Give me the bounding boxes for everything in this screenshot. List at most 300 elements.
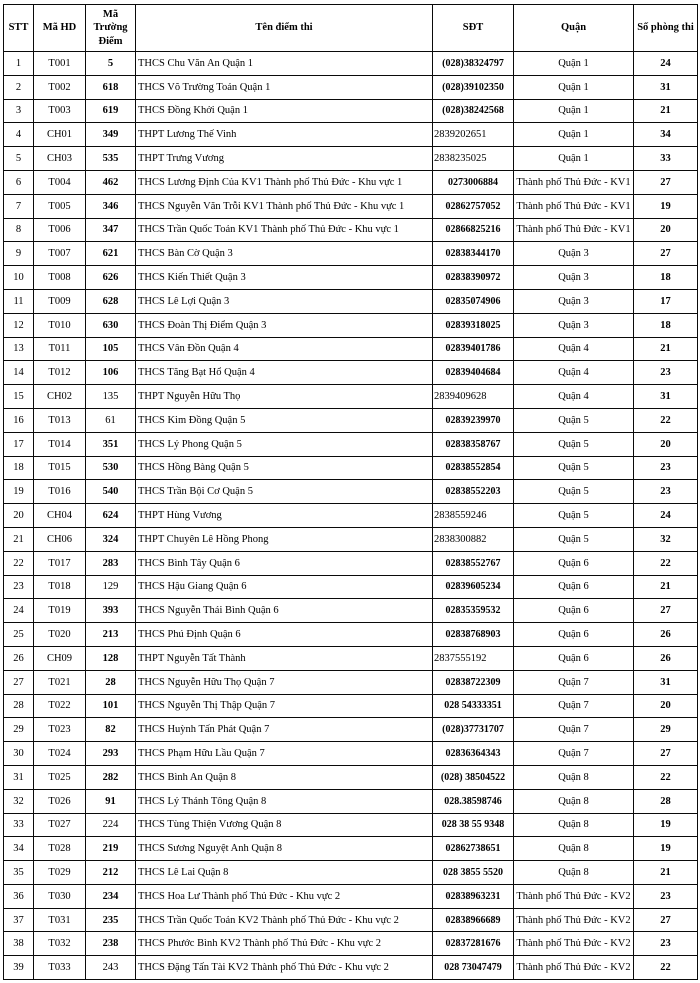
cell-stt: 5 [4,147,34,171]
table-row [4,456,698,480]
cell-so-phong: 33 [634,147,698,171]
cell-ma-hd: T019 [34,599,86,623]
cell-stt: 19 [4,480,34,504]
table-row [4,170,698,194]
cell-sdt: 2838235025 [433,147,514,171]
cell-ma-hd: T011 [34,337,86,361]
cell-sdt: 02838344170 [433,242,514,266]
cell-quan: Quận 5 [514,480,634,504]
cell-so-phong: 19 [634,194,698,218]
cell-quan: Quận 6 [514,623,634,647]
cell-ten-diem-thi: THCS Phú Định Quận 6 [136,623,433,647]
table-row [4,242,698,266]
cell-so-phong: 31 [634,670,698,694]
cell-ma-truong: 349 [86,123,136,147]
cell-ten-diem-thi: THCS Nguyễn Văn Trỗi KV1 Thành phố Thủ Đức - Khu vực 1 [136,194,433,218]
table-row [4,742,698,766]
cell-ma-hd: T028 [34,837,86,861]
cell-quan: Quận 8 [514,813,634,837]
cell-ma-truong: 106 [86,361,136,385]
cell-ma-truong: 282 [86,765,136,789]
cell-ten-diem-thi: THCS Trần Quốc Toản KV1 Thành phố Thủ Đức - Khu vực 1 [136,218,433,242]
cell-ten-diem-thi: THCS Kiến Thiết Quận 3 [136,266,433,290]
cell-ten-diem-thi: THCS Hậu Giang Quận 6 [136,575,433,599]
cell-ma-truong: 135 [86,385,136,409]
cell-ma-hd: T026 [34,789,86,813]
header-ma-truong-diem: Mã Trường Điểm [86,5,136,52]
cell-ten-diem-thi: THCS Kim Đồng Quận 5 [136,408,433,432]
cell-ma-hd: T003 [34,99,86,123]
cell-stt: 2 [4,75,34,99]
cell-so-phong: 27 [634,242,698,266]
cell-ma-hd: CH03 [34,147,86,171]
cell-ten-diem-thi: THCS Lê Lai Quận 8 [136,861,433,885]
table-row [4,694,698,718]
cell-stt: 21 [4,527,34,551]
cell-ten-diem-thi: THCS Vân Đồn Quận 4 [136,337,433,361]
cell-ten-diem-thi: THCS Hồng Bàng Quận 5 [136,456,433,480]
cell-sdt: (028)38324797 [433,52,514,76]
cell-stt: 4 [4,123,34,147]
cell-ma-truong: 82 [86,718,136,742]
cell-ma-truong: 324 [86,527,136,551]
cell-ma-truong: 351 [86,432,136,456]
table-row [4,75,698,99]
cell-stt: 25 [4,623,34,647]
cell-quan: Quận 8 [514,789,634,813]
cell-so-phong: 34 [634,123,698,147]
table-row [4,527,698,551]
cell-ma-hd: T002 [34,75,86,99]
cell-ma-hd: T031 [34,908,86,932]
table-row [4,123,698,147]
table-row [4,52,698,76]
cell-ma-truong: 283 [86,551,136,575]
cell-stt: 33 [4,813,34,837]
cell-ma-hd: T020 [34,623,86,647]
cell-sdt: 02839239970 [433,408,514,432]
cell-ten-diem-thi: THPT Chuyên Lê Hồng Phong [136,527,433,551]
cell-ma-hd: T016 [34,480,86,504]
exam-sites-table [3,4,698,980]
cell-sdt: 02838390972 [433,266,514,290]
cell-ma-truong: 243 [86,956,136,980]
cell-quan: Quận 3 [514,266,634,290]
cell-quan: Quận 8 [514,837,634,861]
cell-so-phong: 22 [634,408,698,432]
cell-ma-truong: 105 [86,337,136,361]
cell-ten-diem-thi: THCS Tùng Thiện Vương Quận 8 [136,813,433,837]
table-row [4,99,698,123]
cell-ma-hd: T015 [34,456,86,480]
cell-sdt: (028)39102350 [433,75,514,99]
cell-so-phong: 27 [634,908,698,932]
table-row [4,599,698,623]
cell-ma-truong: 224 [86,813,136,837]
cell-so-phong: 23 [634,884,698,908]
table-row [4,408,698,432]
cell-stt: 20 [4,504,34,528]
cell-quan: Quận 7 [514,742,634,766]
cell-ma-hd: T018 [34,575,86,599]
cell-so-phong: 31 [634,385,698,409]
cell-sdt: 2839409628 [433,385,514,409]
cell-ma-hd: T014 [34,432,86,456]
cell-stt: 24 [4,599,34,623]
cell-ma-truong: 213 [86,623,136,647]
cell-quan: Thành phố Thủ Đức - KV1 [514,170,634,194]
cell-stt: 22 [4,551,34,575]
cell-stt: 38 [4,932,34,956]
cell-ten-diem-thi: THPT Nguyễn Hữu Thọ [136,385,433,409]
table-row [4,932,698,956]
cell-so-phong: 23 [634,456,698,480]
table-row [4,313,698,337]
table-row [4,337,698,361]
table-row [4,361,698,385]
cell-quan: Quận 5 [514,432,634,456]
cell-so-phong: 19 [634,837,698,861]
cell-ma-truong: 129 [86,575,136,599]
table-row [4,218,698,242]
cell-ma-hd: T013 [34,408,86,432]
cell-ma-truong: 535 [86,147,136,171]
cell-ma-hd: T004 [34,170,86,194]
table-row [4,504,698,528]
cell-stt: 37 [4,908,34,932]
cell-ten-diem-thi: THCS Bàn Cờ Quận 3 [136,242,433,266]
cell-sdt: 02839401786 [433,337,514,361]
cell-quan: Quận 6 [514,646,634,670]
cell-quan: Quận 3 [514,289,634,313]
cell-sdt: 02838552203 [433,480,514,504]
cell-so-phong: 21 [634,575,698,599]
cell-ma-truong: 624 [86,504,136,528]
cell-ma-truong: 128 [86,646,136,670]
header-so-phong-thi: Số phòng thi [634,5,698,52]
cell-ten-diem-thi: THPT Trưng Vương [136,147,433,171]
cell-so-phong: 24 [634,504,698,528]
cell-sdt: 02836364343 [433,742,514,766]
table-row [4,908,698,932]
cell-ma-hd: T005 [34,194,86,218]
cell-quan: Quận 6 [514,575,634,599]
cell-ten-diem-thi: THCS Sương Nguyệt Anh Quận 8 [136,837,433,861]
cell-quan: Quận 7 [514,718,634,742]
table-row [4,837,698,861]
cell-ten-diem-thi: THCS Đoàn Thị Điểm Quận 3 [136,313,433,337]
cell-ten-diem-thi: THCS Trần Bội Cơ Quận 5 [136,480,433,504]
cell-so-phong: 26 [634,623,698,647]
cell-stt: 15 [4,385,34,409]
cell-so-phong: 22 [634,956,698,980]
cell-stt: 11 [4,289,34,313]
table-row [4,718,698,742]
table-row [4,551,698,575]
cell-ten-diem-thi: THPT Nguyễn Tất Thành [136,646,433,670]
cell-ma-truong: 530 [86,456,136,480]
cell-quan: Quận 7 [514,670,634,694]
cell-so-phong: 17 [634,289,698,313]
cell-stt: 10 [4,266,34,290]
cell-quan: Quận 5 [514,504,634,528]
cell-stt: 27 [4,670,34,694]
cell-ten-diem-thi: THCS Lê Lợi Quận 3 [136,289,433,313]
cell-ma-truong: 347 [86,218,136,242]
cell-stt: 8 [4,218,34,242]
cell-sdt: 02838966689 [433,908,514,932]
cell-ma-hd: T032 [34,932,86,956]
cell-ma-truong: 393 [86,599,136,623]
cell-ma-hd: CH06 [34,527,86,551]
cell-ma-truong: 91 [86,789,136,813]
table-row [4,813,698,837]
cell-stt: 1 [4,52,34,76]
cell-sdt: 028.38598746 [433,789,514,813]
cell-ma-truong: 630 [86,313,136,337]
cell-so-phong: 32 [634,527,698,551]
cell-so-phong: 27 [634,742,698,766]
cell-ten-diem-thi: THCS Trần Quốc Toản KV2 Thành phố Thủ Đức - Khu vực 2 [136,908,433,932]
cell-quan: Quận 3 [514,313,634,337]
cell-sdt: 02838722309 [433,670,514,694]
table-header [4,5,698,52]
cell-sdt: 02838552767 [433,551,514,575]
cell-quan: Quận 1 [514,147,634,171]
table-row [4,432,698,456]
cell-sdt: 028 3855 5520 [433,861,514,885]
cell-so-phong: 27 [634,599,698,623]
cell-ma-truong: 621 [86,242,136,266]
cell-quan: Thành phố Thủ Đức - KV2 [514,884,634,908]
header-stt: STT [4,5,34,52]
cell-sdt: 2838300882 [433,527,514,551]
cell-ma-truong: 462 [86,170,136,194]
cell-so-phong: 24 [634,52,698,76]
header-sdt: SĐT [433,5,514,52]
cell-ten-diem-thi: THPT Hùng Vương [136,504,433,528]
cell-quan: Quận 6 [514,599,634,623]
cell-so-phong: 31 [634,75,698,99]
cell-quan: Quận 8 [514,861,634,885]
cell-ma-hd: T017 [34,551,86,575]
cell-ten-diem-thi: THCS Nguyễn Thị Thập Quận 7 [136,694,433,718]
cell-ten-diem-thi: THCS Nguyễn Hữu Thọ Quận 7 [136,670,433,694]
cell-quan: Quận 7 [514,694,634,718]
cell-so-phong: 19 [634,813,698,837]
table-row [4,385,698,409]
cell-quan: Thành phố Thủ Đức - KV1 [514,194,634,218]
cell-stt: 31 [4,765,34,789]
cell-so-phong: 22 [634,765,698,789]
cell-ma-truong: 540 [86,480,136,504]
cell-ma-hd: T010 [34,313,86,337]
cell-ma-hd: CH04 [34,504,86,528]
cell-quan: Quận 8 [514,765,634,789]
cell-quan: Quận 4 [514,385,634,409]
cell-quan: Thành phố Thủ Đức - KV2 [514,908,634,932]
cell-ma-hd: T009 [34,289,86,313]
cell-so-phong: 21 [634,861,698,885]
cell-ma-truong: 61 [86,408,136,432]
cell-ma-truong: 628 [86,289,136,313]
header-quan: Quận [514,5,634,52]
cell-sdt: 02839605234 [433,575,514,599]
cell-ten-diem-thi: THCS Phước Bình KV2 Thành phố Thủ Đức - Khu vực 2 [136,932,433,956]
cell-ten-diem-thi: THCS Lý Thánh Tông Quận 8 [136,789,433,813]
cell-so-phong: 22 [634,551,698,575]
cell-ma-hd: T001 [34,52,86,76]
cell-so-phong: 20 [634,218,698,242]
table-row [4,480,698,504]
table-body [4,52,698,980]
cell-stt: 36 [4,884,34,908]
cell-stt: 28 [4,694,34,718]
cell-so-phong: 20 [634,432,698,456]
cell-sdt: 02838963231 [433,884,514,908]
cell-ma-hd: CH09 [34,646,86,670]
table-row [4,623,698,647]
cell-ten-diem-thi: THCS Chu Văn An Quận 1 [136,52,433,76]
cell-stt: 9 [4,242,34,266]
cell-so-phong: 29 [634,718,698,742]
cell-stt: 39 [4,956,34,980]
cell-ma-hd: T033 [34,956,86,980]
cell-ten-diem-thi: THPT Lương Thế Vinh [136,123,433,147]
cell-stt: 16 [4,408,34,432]
cell-quan: Thành phố Thủ Đức - KV2 [514,956,634,980]
cell-ma-hd: T023 [34,718,86,742]
cell-sdt: (028)38242568 [433,99,514,123]
table-row [4,575,698,599]
table-row [4,147,698,171]
cell-ma-hd: CH01 [34,123,86,147]
cell-stt: 30 [4,742,34,766]
cell-quan: Quận 5 [514,527,634,551]
cell-ma-truong: 235 [86,908,136,932]
cell-so-phong: 23 [634,480,698,504]
cell-ten-diem-thi: THCS Nguyễn Thái Bình Quận 6 [136,599,433,623]
cell-quan: Quận 1 [514,52,634,76]
cell-ten-diem-thi: THCS Phạm Hữu Lầu Quận 7 [136,742,433,766]
cell-ma-hd: T021 [34,670,86,694]
cell-ten-diem-thi: THCS Tăng Bạt Hổ Quận 4 [136,361,433,385]
cell-sdt: (028)37731707 [433,718,514,742]
cell-so-phong: 27 [634,170,698,194]
cell-ma-truong: 346 [86,194,136,218]
cell-so-phong: 21 [634,99,698,123]
cell-stt: 13 [4,337,34,361]
cell-ten-diem-thi: THCS Lý Phong Quận 5 [136,432,433,456]
cell-ma-hd: T025 [34,765,86,789]
cell-sdt: 02838358767 [433,432,514,456]
cell-quan: Thành phố Thủ Đức - KV2 [514,932,634,956]
cell-stt: 23 [4,575,34,599]
cell-ma-truong: 101 [86,694,136,718]
cell-ma-hd: T007 [34,242,86,266]
cell-ma-hd: T029 [34,861,86,885]
cell-so-phong: 28 [634,789,698,813]
cell-ma-truong: 5 [86,52,136,76]
cell-ma-hd: CH02 [34,385,86,409]
table-row [4,861,698,885]
cell-ten-diem-thi: THCS Bình Tây Quận 6 [136,551,433,575]
cell-sdt: 02837281676 [433,932,514,956]
cell-quan: Quận 6 [514,551,634,575]
cell-sdt: 028 38 55 9348 [433,813,514,837]
header-ten-diem-thi: Tên điểm thi [136,5,433,52]
cell-sdt: 02835074906 [433,289,514,313]
cell-ma-hd: T022 [34,694,86,718]
cell-ma-hd: T006 [34,218,86,242]
cell-ma-hd: T012 [34,361,86,385]
cell-so-phong: 21 [634,337,698,361]
cell-sdt: 02866825216 [433,218,514,242]
cell-stt: 17 [4,432,34,456]
cell-stt: 12 [4,313,34,337]
cell-stt: 29 [4,718,34,742]
cell-stt: 7 [4,194,34,218]
cell-so-phong: 23 [634,932,698,956]
table-row [4,956,698,980]
cell-quan: Thành phố Thủ Đức - KV1 [514,218,634,242]
cell-ten-diem-thi: THCS Võ Trường Toản Quận 1 [136,75,433,99]
cell-quan: Quận 3 [514,242,634,266]
cell-ten-diem-thi: THCS Lương Định Của KV1 Thành phố Thủ Đức - Khu vực 1 [136,170,433,194]
table-row [4,884,698,908]
cell-sdt: 02839318025 [433,313,514,337]
cell-quan: Quận 5 [514,408,634,432]
header-row [4,5,698,52]
cell-sdt: (028) 38504522 [433,765,514,789]
cell-ma-truong: 212 [86,861,136,885]
table-row [4,670,698,694]
cell-ma-hd: T027 [34,813,86,837]
cell-ma-truong: 234 [86,884,136,908]
cell-so-phong: 18 [634,313,698,337]
cell-so-phong: 23 [634,361,698,385]
cell-stt: 35 [4,861,34,885]
cell-quan: Quận 1 [514,75,634,99]
cell-ma-hd: T024 [34,742,86,766]
cell-stt: 32 [4,789,34,813]
cell-sdt: 02838552854 [433,456,514,480]
cell-quan: Quận 5 [514,456,634,480]
cell-sdt: 0273006884 [433,170,514,194]
table-row [4,266,698,290]
cell-ten-diem-thi: THCS Đồng Khởi Quận 1 [136,99,433,123]
table-row [4,289,698,313]
cell-quan: Quận 4 [514,361,634,385]
cell-sdt: 028 54333351 [433,694,514,718]
cell-quan: Quận 4 [514,337,634,361]
cell-ten-diem-thi: THCS Đặng Tấn Tài KV2 Thành phố Thủ Đức - Khu vực 2 [136,956,433,980]
table-row [4,194,698,218]
table-row [4,789,698,813]
cell-ma-hd: T030 [34,884,86,908]
cell-stt: 34 [4,837,34,861]
cell-sdt: 02835359532 [433,599,514,623]
cell-ma-truong: 28 [86,670,136,694]
cell-ten-diem-thi: THCS Bình An Quận 8 [136,765,433,789]
cell-so-phong: 26 [634,646,698,670]
cell-stt: 18 [4,456,34,480]
cell-ma-truong: 219 [86,837,136,861]
cell-sdt: 028 73047479 [433,956,514,980]
cell-so-phong: 18 [634,266,698,290]
cell-sdt: 2838559246 [433,504,514,528]
cell-sdt: 02839404684 [433,361,514,385]
